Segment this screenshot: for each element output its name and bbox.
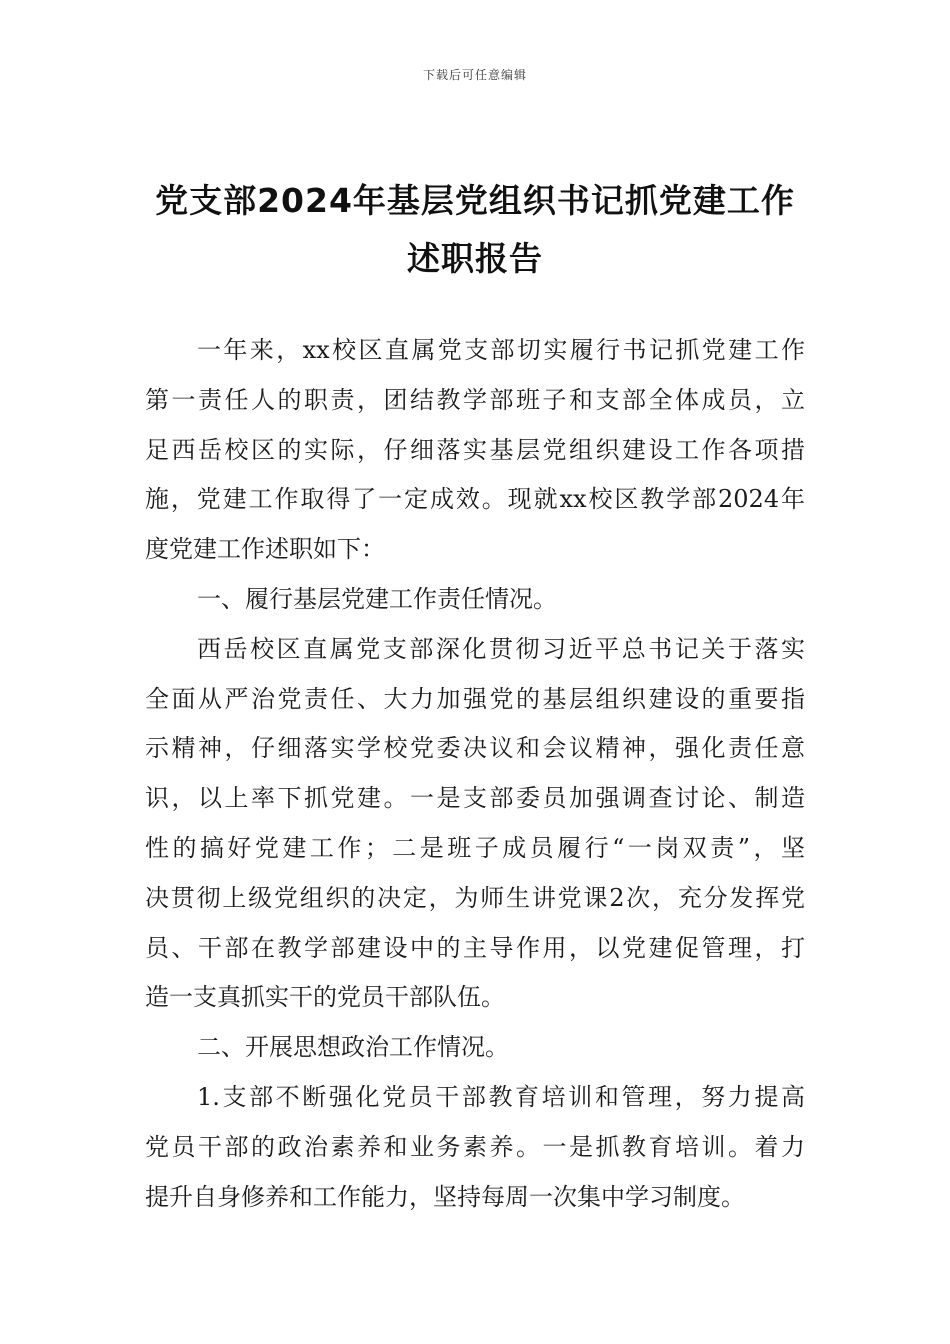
body-line: 第一责任人的职责，团结教学部班子和支部全体成员，立	[145, 385, 805, 414]
body-line: 一年来，xx校区直属党支部切实履行书记抓党建工作	[197, 336, 805, 364]
body-line: 员、干部在教学部建设中的主导作用，以党建促管理，打	[145, 933, 805, 962]
document-body	[145, 326, 805, 1222]
document-title	[100, 172, 850, 288]
body-line: 施，党建工作取得了一定成效。现就xx校区教学部2024年	[145, 485, 805, 514]
header-note: 下载后可任意编辑	[422, 68, 527, 82]
body-line: 提升自身修养和工作能力，坚持每周一次集中学习制度。	[145, 1182, 745, 1211]
body-line: 度党建工作述职如下：	[145, 535, 385, 564]
body-line: 党员干部的政治素养和业务素养。一是抓教育培训。着力	[145, 1132, 805, 1161]
body-line: 示精神，仔细落实学校党委决议和会议精神，强化责任意	[145, 734, 805, 763]
body-line: 1.支部不断强化党员干部教育培训和管理，努力提高	[197, 1082, 805, 1111]
body-line: 性的搞好党建工作；二是班子成员履行“一岗双责”，坚	[145, 833, 805, 862]
body-line: 二、开展思想政治工作情况。	[197, 1033, 509, 1062]
body-line: 足西岳校区的实际，仔细落实基层党组织建设工作各项措	[145, 435, 805, 464]
body-line: 一、履行基层党建工作责任情况。	[197, 584, 557, 613]
body-line: 识，以上率下抓党建。一是支部委员加强调查讨论、制造	[145, 784, 805, 813]
title-line: 述职报告	[407, 239, 543, 278]
body-line: 造一支真抓实干的党员干部队伍。	[145, 983, 505, 1012]
title-line: 党支部2024年基层党组织书记抓党建工作	[155, 181, 795, 220]
body-line: 西岳校区直属党支部深化贯彻习近平总书记关于落实	[197, 634, 805, 663]
body-line: 决贯彻上级党组织的决定，为师生讲党课2次，充分发挥党	[145, 883, 805, 912]
body-line: 全面从严治党责任、大力加强党的基层组织建设的重要指	[145, 684, 805, 713]
